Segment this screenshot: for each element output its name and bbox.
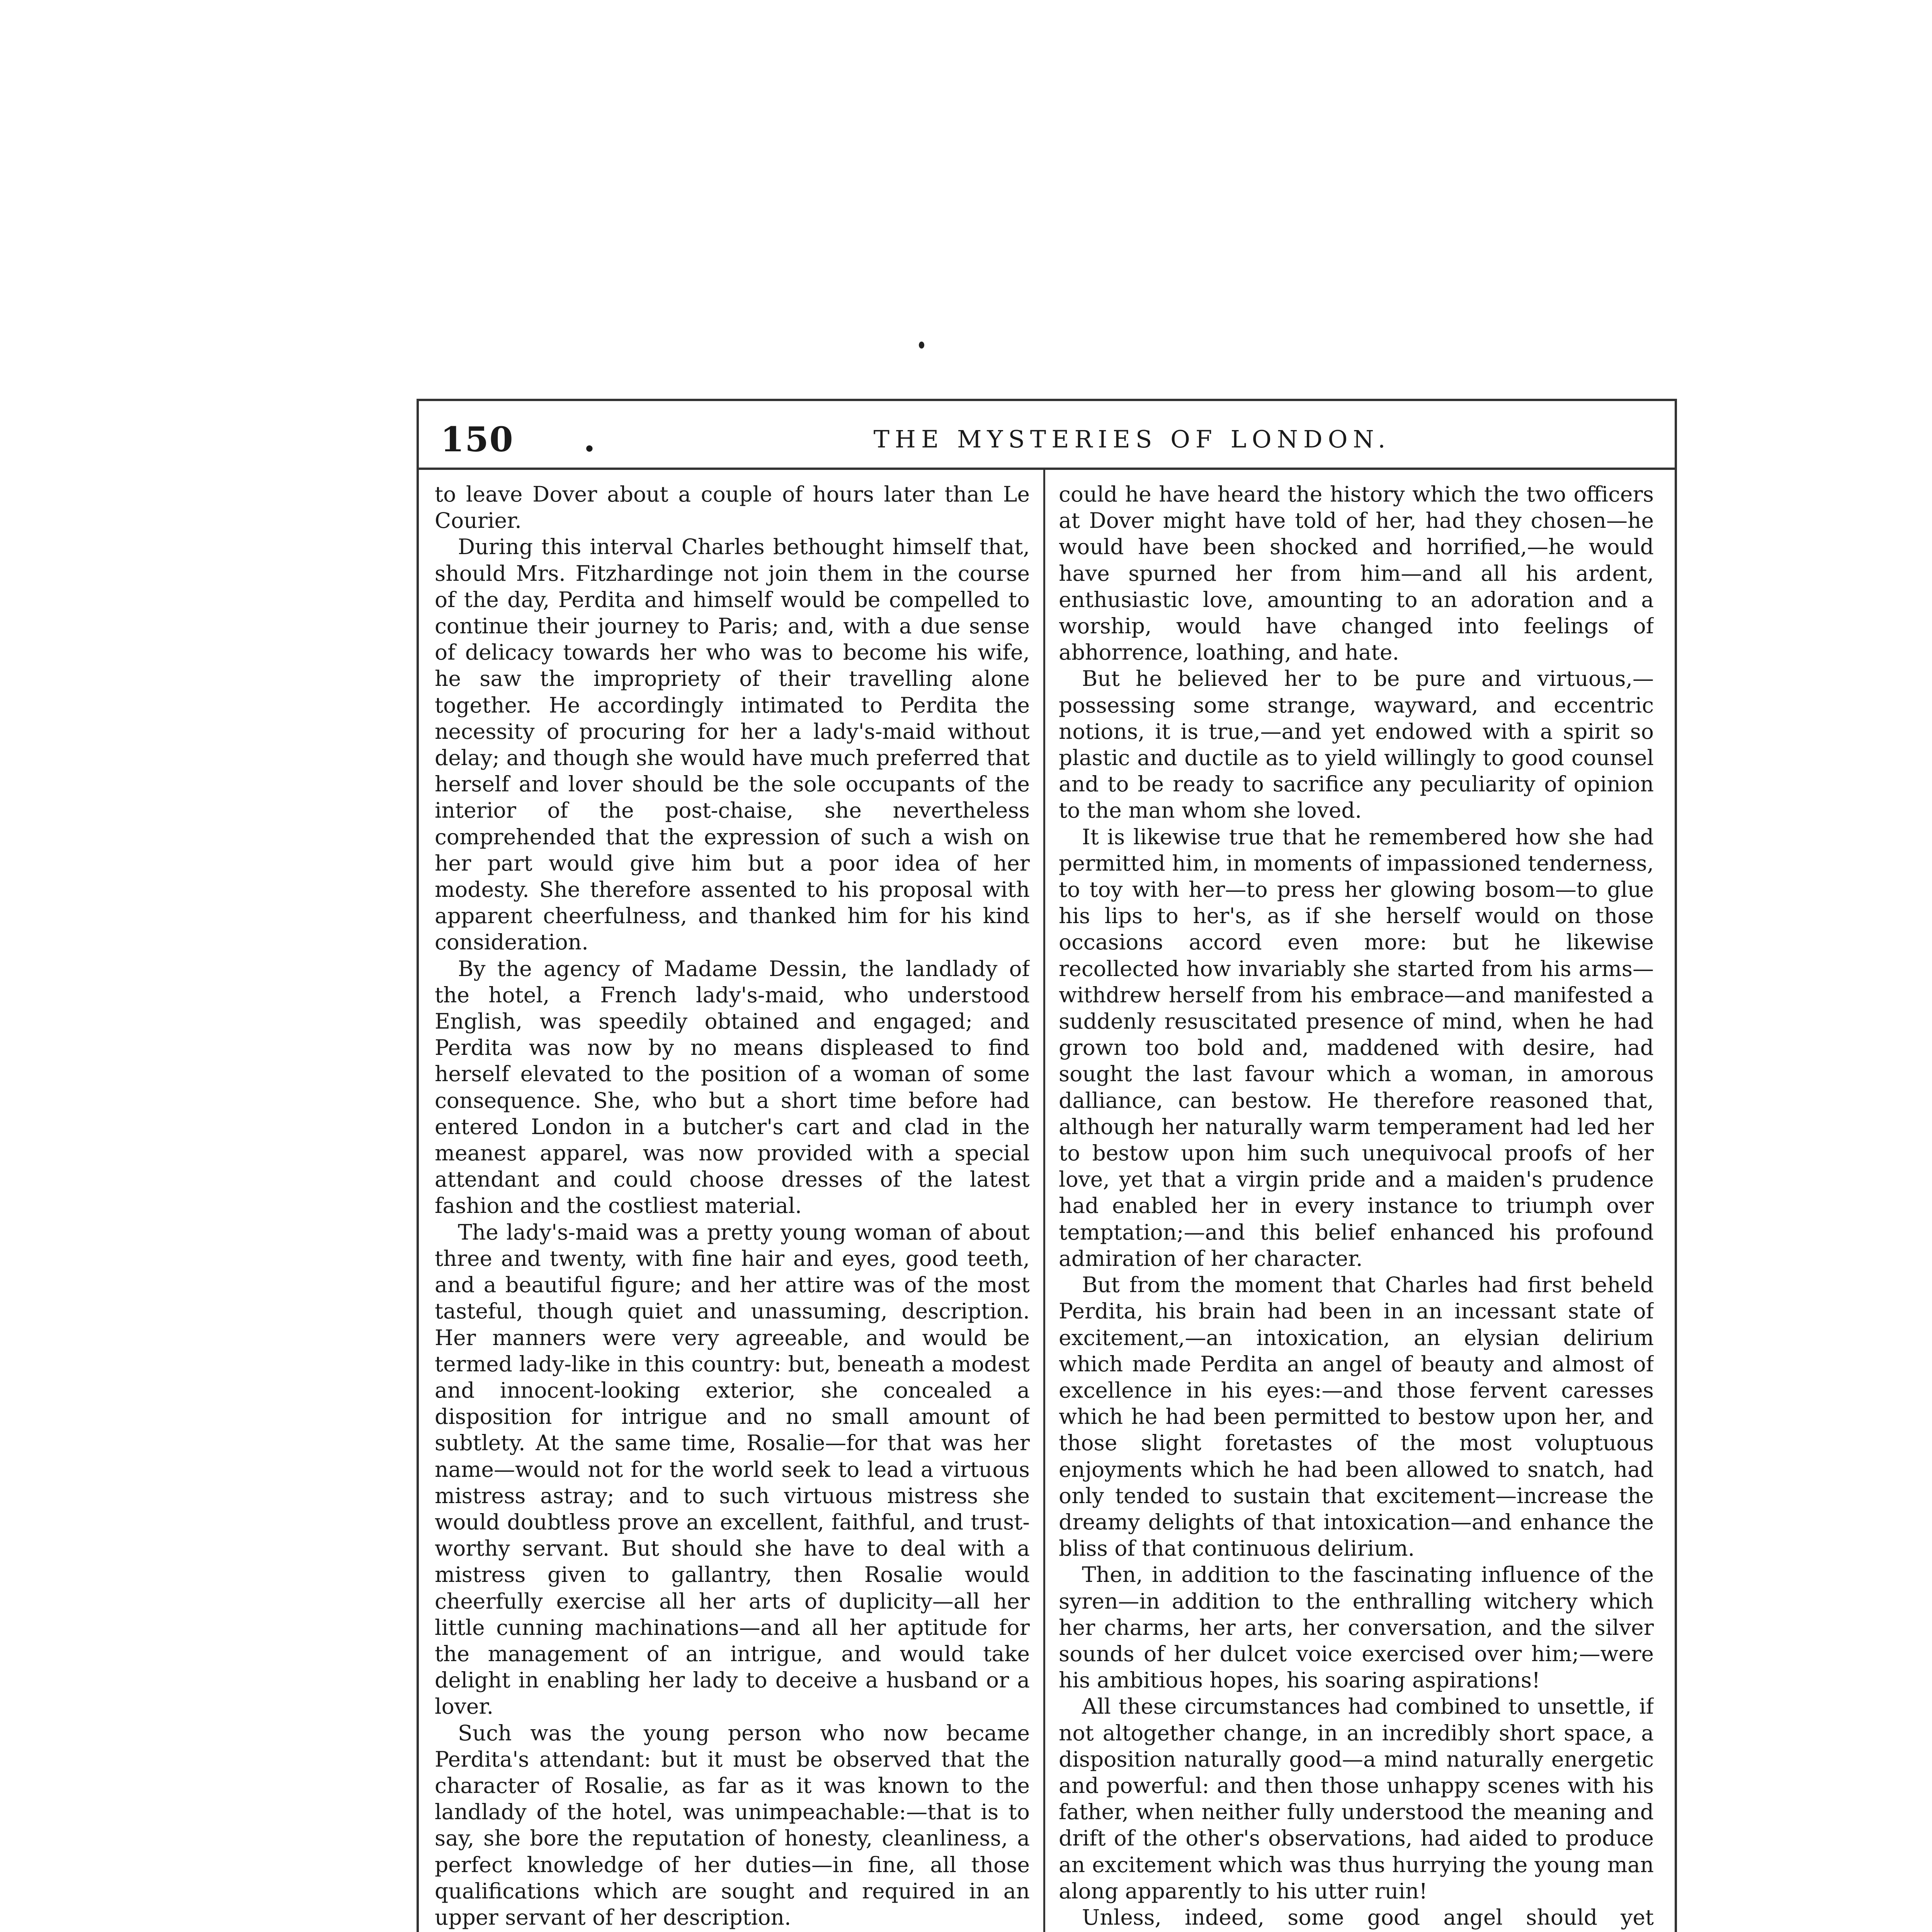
right-column bbox=[1059, 481, 1654, 1932]
page-speck bbox=[919, 342, 924, 349]
paragraph: By the agency of Madame Dessin, the landlady of the hotel, a French lady's-maid, who understood English, was speedily obtained and engaged; and Perdita was now by no means displeased to find herself elevated to the position of a woman of some consequence. She, who but a short time before had entered London in a butcher's cart and clad in the meanest apparel, was now provided with a special attendant and could choose dresses of the latest fashion and the costliest material. bbox=[435, 956, 1030, 1218]
column-divider bbox=[1043, 470, 1045, 1932]
header-rule bbox=[417, 468, 1677, 470]
paragraph bbox=[435, 1930, 1030, 1932]
top-rule bbox=[417, 399, 1677, 401]
running-title: THE MYSTERIES OF LONDON. bbox=[873, 425, 1391, 453]
paragraph: to leave Dover about a couple of hours later than Le Courier. bbox=[435, 482, 1030, 533]
paragraph: Unless, indeed, some good angel should yet bbox=[1082, 1905, 1654, 1930]
left-column bbox=[435, 481, 1030, 1932]
paragraph: Then, in addition to the fascinating influence of the syren—in addition to the enthralling witchery which her charms, her arts, her conversation, and the silver sounds of her dulcet voice exercised over him;—were his ambitious hopes, his soaring aspirations! bbox=[1059, 1562, 1654, 1693]
paragraph: But from the moment that Charles had first beheld Perdita, his brain had been in an incessant state of excitement,—an intoxication, an elysian delirium which made Perdita an angel of beauty and almost of excellence in his eyes:—and those fervent caresses which he had been permitted to bestow upon her, and those slight foretastes of the most voluptuous enjoyments which he had been allowed to snatch, had only tended to sustain that excitement—increase the dreamy delights of that intoxication—and enhance the bliss of that continuous delirium. bbox=[1059, 1272, 1654, 1561]
paragraph: All these circumstances had combined to unsettle, if not altogether change, in an incredibly short space, a disposition naturally good—a mind naturally energetic and powerful: and then those unhappy scenes with his father, when neither fully understood the meaning and drift of the other's observations, had aided to produce an excitement which was thus hurrying the young man along apparently to his utter ruin! bbox=[1059, 1694, 1654, 1903]
paragraph: But he believed her to be pure and virtuous,—possessing some strange, wayward, and eccentric notions, it is true,—and yet endowed with a spirit so plastic and ductile as to yield willingly to good counsel and to be ready to sacrifice any peculiarity of opinion to the man whom she loved. bbox=[1059, 666, 1654, 823]
page-number: 150 bbox=[440, 419, 514, 459]
header-separator: . bbox=[583, 419, 595, 459]
paragraph: could he have heard the history which the two officers at Dover might have told of her, had they chosen—he would have been shocked and horrified,—he would have spurned her from him—and all his ardent, enthusiastic love, amounting to an adoration and a worship, would have changed into feelings of abhorrence, loathing, and hate. bbox=[1059, 482, 1654, 665]
paragraph: The lady's-maid was a pretty young woman of about three and twenty, with fine hair and eyes, good teeth, and a beautiful figure; and her attire was of the most tasteful, though quiet and unassuming, description. Her manners were very agreeable, and would be termed lady-like in this country: but, beneath a modest and innocent-looking exterior, she concealed a disposition for intrigue and no small amount of subtlety. At the same time, Rosalie—for that was her name—would not for the world seek to lead a virtuous mistress astray; and to such virtuous mistress she would doubtless prove an excellent, faithful, and trust-worthy servant. But should she have to deal with a mistress given to gallantry, then Rosalie would cheerfully exercise all her arts of duplicity—all her little cunning machinations—and all her aptitude for the management of an intrigue, and would take delight in enabling her lady to deceive a husband or a lover. bbox=[435, 1219, 1030, 1719]
paragraph: During this interval Charles bethought himself that, should Mrs. Fitzhardinge not join them in the course of the day, Perdita and himself would be compelled to continue their journey to Paris; and, with a due sense of delicacy towards her who was to become his wife, he saw the impropriety of their travelling alone together. He accordingly intimated to Perdita the necessity of procuring for her a lady's-maid without delay; and though she would have much preferred that herself and lover should be the sole occupants of the interior of the post-chaise, she nevertheless comprehended that the expression of such a wish on her part would give him but a poor idea of her modesty. She therefore assented to his proposal with apparent cheerfulness, and thanked him for his kind consideration. bbox=[435, 534, 1030, 955]
paragraph: It is likewise true that he remembered how she had permitted him, in moments of impassioned tenderness, to toy with her—to press her glowing bosom—to glue his lips to her's, as if she herself would on those occasions accord even more: but he likewise recollected how invariably she started from his arms—withdrew herself from his embrace—and manifested a suddenly resuscitated presence of mind, when he had grown too bold and, maddened with desire, had sought the last favour which a woman, in amorous dalliance, can bestow. He therefore reasoned that, although her naturally warm temperament had led her to bestow upon him such unequivocal proofs of her love, yet that a virgin pride and a maiden's prudence had enabled her in every instance to triumph over temptation;—and this belief enhanced his profound admiration of her character. bbox=[1059, 824, 1654, 1271]
paragraph: Such was the young person who now became Perdita's attendant: but it must be observed that the character of Rosalie, as far as it was known to the landlady of the hotel, was unimpeachable:—that is to say, she bore the reputation of honesty, cleanliness, a perfect knowledge of her duties—in fine, all those qualifications which are sought and required in an upper servant of her description. bbox=[435, 1720, 1030, 1930]
